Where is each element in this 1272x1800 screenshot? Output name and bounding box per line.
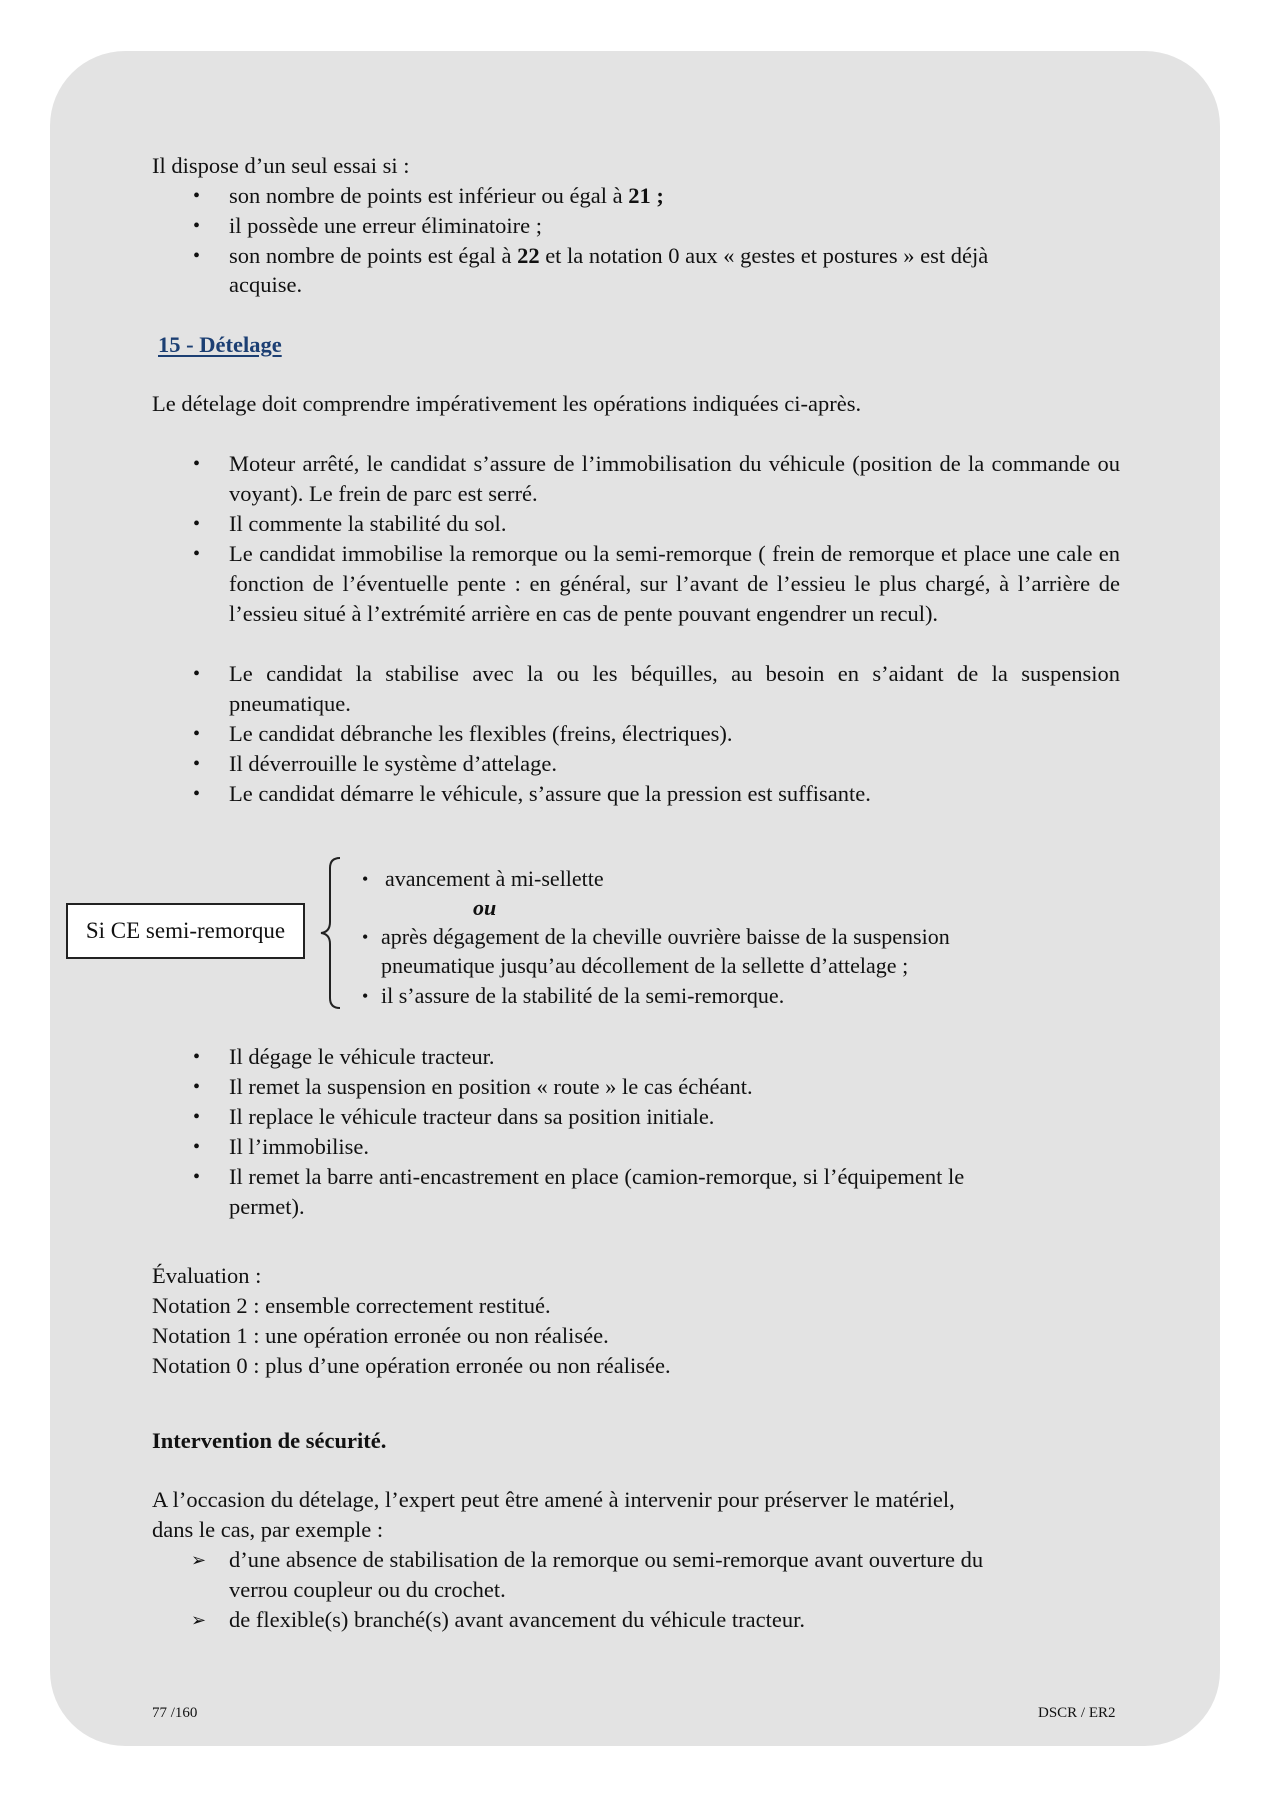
evaluation-title: Évaluation : <box>152 1263 262 1288</box>
page-number: 77 /160 <box>152 1705 198 1721</box>
line: une cale en fonction de l’éventuelle pente : en général, sur l’avant de l’essieu le plus <box>229 541 1121 596</box>
bullet-icon: • <box>193 1046 201 1068</box>
semi-option-3: il s’assure de la stabilité de la semi-remorque. <box>381 983 785 1008</box>
step-3 <box>229 539 1120 629</box>
document-ref: DSCR / ER2 <box>1038 1705 1116 1721</box>
semi-remorque-box: Si CE semi-remorque <box>66 903 305 959</box>
text: son nombre de points est égal à <box>229 243 518 268</box>
bullet-icon: • <box>193 543 201 565</box>
step2-1: Il dégage le véhicule tracteur. <box>229 1044 495 1069</box>
bullet-icon: • <box>193 185 201 207</box>
step-2: Il commente la stabilité du sol. <box>229 511 507 536</box>
bullet-icon: • <box>193 1166 201 1188</box>
bullet-icon: • <box>362 986 369 1006</box>
bullet-icon: • <box>193 453 201 475</box>
bullet-icon: • <box>193 1136 201 1158</box>
arrow-bullet-icon: ➢ <box>191 1550 207 1570</box>
intro-item-3 <box>229 241 988 271</box>
step-5: Le candidat débranche les flexibles (freins, électriques). <box>229 721 733 746</box>
line: commande ou voyant). Le frein de parc est serré. <box>229 451 1120 506</box>
arrow-bullet-icon: ➢ <box>191 1610 207 1630</box>
bullet-icon: • <box>193 663 201 685</box>
semi-or: ou <box>473 895 497 920</box>
text: et la notation 0 aux « gestes et postures » est déjà <box>539 243 989 268</box>
semi-option-2: après dégagement de la cheville ouvrière baisse de la suspension <box>381 924 950 949</box>
safety-intro-2: dans le cas, par exemple : <box>152 1517 384 1542</box>
text: son nombre de points est inférieur ou égal à <box>229 183 629 208</box>
intro-item-1 <box>229 181 664 211</box>
bullet-icon: • <box>193 513 201 535</box>
line: chargé, à l’arrière de l’essieu situé à l’extrémité arrière en cas de pente pouvant <box>229 571 1121 626</box>
semi-option-1: avancement à mi-sellette <box>385 866 604 891</box>
line: Le candidat immobilise la remorque ou la semi-remorque ( frein de remorque et place <box>229 541 1012 566</box>
bullet-icon: • <box>193 1076 201 1098</box>
intro-item-3-cont: acquise. <box>229 272 303 297</box>
bullet-icon: • <box>193 215 201 237</box>
bullet-icon: • <box>193 1106 201 1128</box>
step-6: Il déverrouille le système d’attelage. <box>229 751 557 776</box>
safety-case-2: de flexible(s) branché(s) avant avancement du véhicule tracteur. <box>229 1607 805 1632</box>
step-1 <box>229 449 1120 509</box>
bold-value: 22 <box>517 243 540 268</box>
bullet-icon: • <box>193 723 201 745</box>
intro-item-2: il possède une erreur éliminatoire ; <box>229 213 543 238</box>
section-intro: Le dételage doit comprendre impérativement les opérations indiquées ci-après. <box>152 391 862 416</box>
intro-lead: Il dispose d’un seul essai si : <box>152 153 410 178</box>
step2-4: Il l’immobilise. <box>229 1134 369 1159</box>
semi-option-2-cont: pneumatique jusqu’au décollement de la sellette d’attelage ; <box>381 953 909 978</box>
line: pneumatique. <box>229 691 351 716</box>
step2-5-cont: permet). <box>229 1194 305 1219</box>
bullet-icon: • <box>362 927 369 947</box>
safety-case-1: d’une absence de stabilisation de la remorque ou semi-remorque avant ouverture du <box>229 1547 984 1572</box>
bullet-icon: • <box>362 869 369 889</box>
section-heading: 15 - Dételage <box>158 332 282 357</box>
bullet-icon: • <box>193 753 201 775</box>
line: Le candidat la stabilise avec la ou les béquilles, au besoin en s’aidant de la suspension <box>229 661 1120 686</box>
line: engendrer un recul). <box>756 601 939 626</box>
bullet-icon: • <box>193 783 201 805</box>
step2-5: Il remet la barre anti-encastrement en place (camion-remorque, si l’équipement le <box>229 1164 965 1189</box>
notation-0: Notation 0 : plus d’une opération erronée ou non réalisée. <box>152 1353 671 1378</box>
step2-3: Il replace le véhicule tracteur dans sa position initiale. <box>229 1104 715 1129</box>
bold-value: 21 ; <box>628 183 664 208</box>
safety-intro-1: A l’occasion du dételage, l’expert peut être amené à intervenir pour préserver le matériel, <box>152 1487 955 1512</box>
line: Moteur arrêté, le candidat s’assure de l’immobilisation du véhicule (position de la <box>229 451 985 476</box>
safety-title: Intervention de sécurité. <box>152 1428 387 1453</box>
bullet-icon: • <box>193 245 201 267</box>
notation-2: Notation 2 : ensemble correctement restitué. <box>152 1293 551 1318</box>
notation-1: Notation 1 : une opération erronée ou non réalisée. <box>152 1323 609 1348</box>
step2-2: Il remet la suspension en position « route » le cas échéant. <box>229 1074 753 1099</box>
curly-brace-icon <box>318 856 344 1010</box>
step-4 <box>229 659 1120 719</box>
step-7: Le candidat démarre le véhicule, s’assure que la pression est suffisante. <box>229 781 871 806</box>
safety-case-1-cont: verrou coupleur ou du crochet. <box>229 1577 506 1602</box>
